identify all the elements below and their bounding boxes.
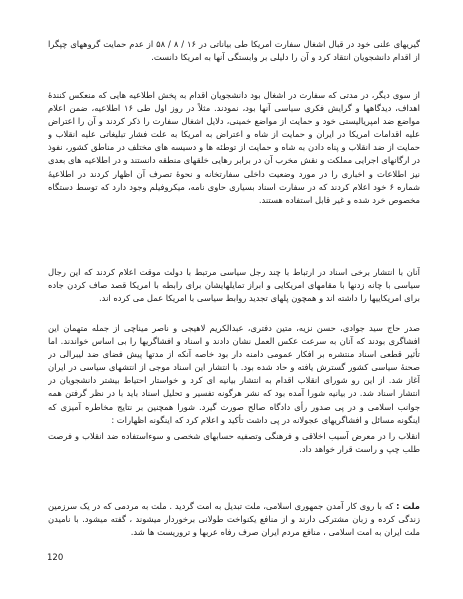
paragraph-2: از سوی دیگر، در مدتی که سفارت در اشغال بود دانشجویان اقدام به پخش اطلاعیه هایی که منعکس کنندهٔ اهداف، دیدگاهها و گرایش فکری سیاسی آنها بود، نمودند. مثلاً در روز اول طی ۱۶ اطلاعیه، ضمن اعلام مواضع ضد امپریالیستی خود و حمایت از مواضع خمینی، دلایل اشغال سفارت را ذکر کردند و آن را اعتراض علیه اقدامات امریکا در ایران و حمایت از شاه و اعتراض به امریکا به علت فشار تبلیغاتی علیه انقلاب و حمایت از ضد انقلاب و پناه دادن به شاه و حمایت از توطئه ها و دسیسه های مختلف در مناطق کشور، نفوذ در ارگانهای اجرایی مملکت و نقش مخرب آن در برابر رهایی خلقهای منطقه دانستند و در اطلاعیه های بعدی نیز اطلاعات و اخباری را در مورد وضعیت داخلی سفارتخانه و نحوهٔ تصرف آن اظهار کردند در اطلاعیهٔ شماره ۶ خود اعلام کردند که در سفارت اسناد بسیاری حاوی نامه، میکروفیلم وجود دارد که توسط دستگاه مخصوص خرد شده و غیر قابل استفاده هستند. xyxy=(48,90,420,205)
paragraph-3: آنان با انتشار برخی اسناد در ارتباط با چند رجل سیاسی مرتبط با دولت موقت اعلام کردند که این رجال سیاسی با چانه زدنها با مقامهای امریکایی و ابراز تمایلهایشان برای رابطه با امریکا قصد صاف کردن جاده برای امریکاییها را داشته اند و همچون پلهای تجدید روابط سیاسی با امریکا عمل می کرده اند. xyxy=(48,267,420,304)
paragraph-4: صدر حاج سید جوادی، حسن نزیه، متین دفتری، عبدالکریم لاهیجی و ناصر میناچی از جمله متهمان این افشاگری بودند که آنان به سرعت عکس العمل نشان دادند و اسناد و افشاگریها را بی اساس خواندند. اما تأثیر قطعی اسناد منتشره بر افکار عمومی دامنه دار بود خاصه آنکه از مدتها پیش فضای ضد لیبرالی در صحنهٔ سیاسی کشور گسترش یافته و حاد شده بود. با انتشار این اسناد موجی از انتشهای سیاسی در ایران آغاز شد. از این رو شورای انقلاب اقدام به انتشار بیانیه ای کرد و خواستار احتیاط بیشتر دانشجویان در انتشار اسناد شد. در بیانیه شورا آمده بود که نشر هرگونه تفسیر و تحلیل اسناد باید با در نظر گرفتن همه جوانب اسلامی و در پی صدور رأی دادگاه صالح صورت گیرد. شورا همچنین بر نتایج مخاطره آمیزی که اینگونه مسائل و افشاگریهای عجولانه در پی داشت تأکید و اعلام کرد که اینگونه اظهارات : xyxy=(48,323,420,425)
paragraph-5: انقلاب را در معرض آسیب اخلاقی و فرهنگی وتصفیه حسابهای شخصی و سوءاستفاده ضد انقلاب و فرصت طلب چپ و راست قرار خواهد داد. xyxy=(48,431,420,455)
paragraph-1: گیریهای علنی خود در قبال اشغال سفارت امریکا طی بیاناتی در ۱۶ / ۸ / ۵۸ از عدم حمایت گروههای چپگرا از اقدام دانشجویان انتقاد کرد و آن را دلیلی بر وابستگی آنها به امریکا دانست. xyxy=(48,39,420,63)
page-number: 120 xyxy=(47,553,64,563)
footnote-paragraph xyxy=(48,500,420,539)
footnote-term: ملت : xyxy=(396,501,420,511)
footnote-text: که با روی کار آمدن جمهوری اسلامی، ملت تبدیل به امت گردید . ملت به مردمی که در یک سرزمین زندگی کرده و زبان مشترکی دارند و از منافع یکنواخت طولانی برخوردار میشوند ، گفته میشود. با نامیدن ملت ایران به امت اسلامی ، منافع مردم ایران صرف رفاه عربها و تروریست ها شد. xyxy=(48,501,420,538)
